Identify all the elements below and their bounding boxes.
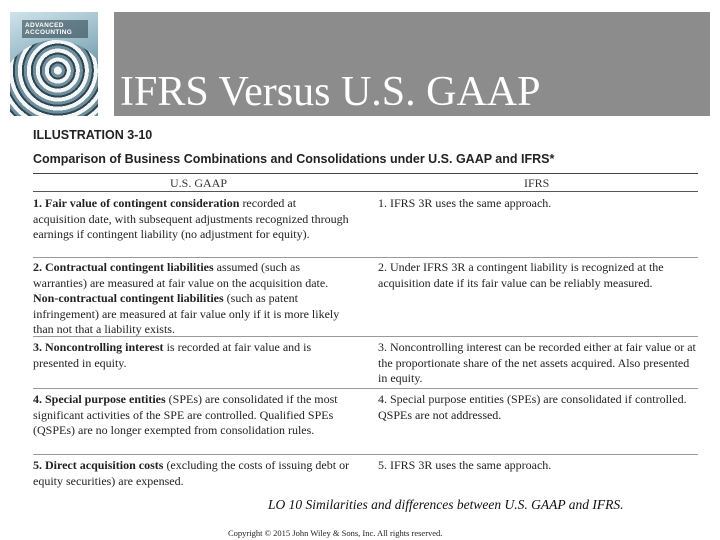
cell-text: recorded at acquisition date, with subsequent adjustments recognized through earnings if contingent liability (no adjustment for equity). — [33, 196, 349, 241]
cell-text: (SPEs) are consolidated if the most significant activities of the SPE are controlled. — [33, 392, 338, 422]
table-header-rule — [33, 191, 698, 192]
illustration-caption: Comparison of Business Combinations and Consolidations under U.S. GAAP and IFRS* — [33, 152, 555, 166]
us-gaap-cell — [33, 392, 351, 439]
bold-term: Non-contractual contingent liabilities — [33, 291, 224, 305]
illustration-label: ILLUSTRATION 3-10 — [33, 128, 153, 142]
ifrs-cell: 4. Special purpose entities (SPEs) are consolidated if controlled. QSPEs are not addressed. — [378, 392, 687, 422]
ifrs-cell: 1. IFRS 3R uses the same approach. — [378, 196, 552, 210]
table-top-rule — [33, 173, 698, 174]
cell-text: Qualified SPEs (QSPEs) are no longer exempted from consolidation rules. — [33, 407, 334, 437]
column-header-us-gaap: U.S. GAAP — [170, 176, 228, 190]
us-gaap-cell — [33, 196, 351, 243]
us-gaap-cell — [33, 260, 351, 338]
slide-title: IFRS Versus U.S. GAAP — [120, 69, 541, 115]
book-cover-title: ADVANCED ACCOUNTING — [22, 20, 88, 38]
learning-objective: LO 10 Similarities and differences between U.S. GAAP and IFRS. — [268, 497, 624, 512]
book-cover-image — [10, 12, 98, 116]
spiral-staircase-graphic — [10, 25, 98, 116]
ifrs-cell: 2. Under IFRS 3R a contingent liability is recognized at the acquisition date if its fair value can be reliably measured. — [378, 260, 664, 290]
us-gaap-cell — [33, 340, 351, 371]
copyright-notice: Copyright © 2015 John Wiley & Sons, Inc. All rights reserved. — [228, 528, 443, 538]
cell-text: is recorded at fair value and is presented in equity. — [33, 340, 312, 370]
cell-text: assumed (such as warranties) are measured at fair value on the acquisition date. — [33, 260, 329, 290]
bold-term: 5. Direct acquisition costs — [33, 458, 164, 472]
bold-term: 2. Contractual contingent liabilities — [33, 260, 214, 274]
us-gaap-cell — [33, 458, 351, 489]
ifrs-cell: 3. Noncontrolling interest can be recorded either at fair value or at the proportionate share of the net assets acquired. Also presented in equity. — [378, 340, 696, 385]
cell-text: (excluding the costs of issuing debt or equity securities) are expensed. — [33, 458, 350, 488]
ifrs-cell: 5. IFRS 3R uses the same approach. — [378, 458, 552, 472]
bold-term: 3. Noncontrolling interest — [33, 340, 164, 354]
bold-term: 4. Special purpose entities — [33, 392, 166, 406]
bold-term: 1. Fair value of contingent consideration — [33, 196, 240, 210]
column-header-ifrs: IFRS — [524, 176, 550, 190]
title-band — [0, 6, 720, 116]
cell-text: (such as patent infringement) are measured at fair value only if it is more likely than not that a liability exists. — [33, 291, 340, 336]
